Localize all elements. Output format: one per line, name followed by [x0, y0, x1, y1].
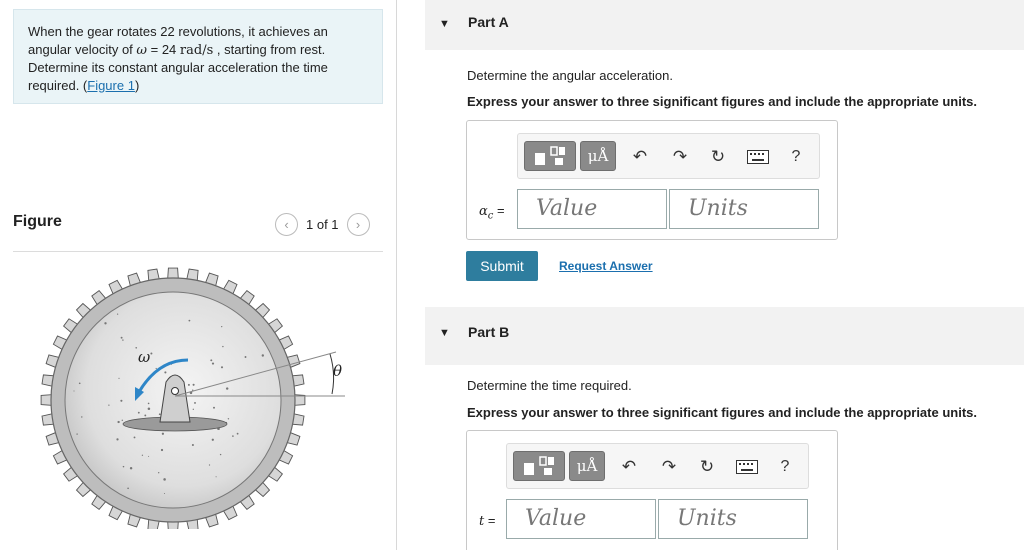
- gear-speckle: [148, 408, 151, 411]
- gear-speckle: [148, 403, 150, 405]
- undo-icon[interactable]: ↶: [621, 457, 637, 476]
- t-symbol: t: [479, 514, 485, 529]
- gear-speckle: [122, 339, 123, 340]
- collapse-triangle-icon[interactable]: ▼: [439, 18, 450, 30]
- part-a-header[interactable]: [425, 0, 1024, 50]
- gear-speckle: [232, 435, 234, 437]
- undo-icon[interactable]: ↶: [632, 147, 648, 166]
- math-toolbar: [506, 443, 809, 489]
- math-toolbar: [517, 133, 820, 179]
- gear-speckle: [135, 347, 137, 349]
- gear-speckle: [226, 387, 228, 389]
- help-icon[interactable]: ?: [791, 148, 801, 165]
- gear-speckle: [189, 320, 191, 322]
- part-b-question: Determine the time required.: [467, 378, 632, 393]
- gear-speckle: [228, 418, 229, 419]
- close-paren: ): [134, 77, 140, 93]
- alpha-symbol: α: [479, 204, 488, 219]
- gear-speckle: [237, 433, 239, 435]
- gear-speckle: [142, 455, 143, 456]
- submit-button[interactable]: Submit: [466, 251, 538, 281]
- gear-speckle: [210, 359, 212, 361]
- gear-speckle: [148, 456, 149, 457]
- units-icon[interactable]: μÅ: [569, 451, 605, 481]
- part-a-instruction: Express your answer to three significant figures and include the appropriate units.: [467, 94, 977, 109]
- left-panel: [0, 0, 397, 550]
- theta-label: θ: [333, 362, 343, 380]
- keyboard-icon[interactable]: [735, 455, 759, 479]
- gear-speckle: [118, 378, 119, 379]
- part-b-answer-box: [466, 430, 838, 550]
- gear-speckle: [79, 382, 81, 384]
- gear-speckle: [222, 346, 223, 347]
- gear-speckle: [156, 368, 157, 369]
- gear-speckle: [162, 433, 164, 435]
- help-icon[interactable]: ?: [780, 458, 790, 475]
- gear-speckle: [116, 438, 118, 440]
- gear-speckle: [150, 352, 152, 354]
- redo-icon[interactable]: ↷: [672, 147, 688, 166]
- value-input[interactable]: Value: [517, 189, 667, 229]
- units-icon[interactable]: μÅ: [580, 141, 616, 171]
- gear-speckle: [164, 493, 165, 494]
- gear-speckle: [164, 371, 166, 373]
- equals-sign: =: [493, 203, 505, 218]
- part-b-instruction: Express your answer to three significant figures and include the appropriate units.: [467, 405, 977, 420]
- omega-symbol: ω: [136, 42, 148, 58]
- gear-speckle: [220, 454, 221, 455]
- units-input[interactable]: Units: [669, 189, 819, 229]
- value-input[interactable]: Value: [506, 499, 656, 539]
- var-label-t: [479, 513, 495, 529]
- figure-pager: [275, 213, 370, 236]
- gear-speckle: [104, 322, 106, 324]
- gear-speckle: [159, 413, 161, 415]
- redo-icon[interactable]: ↷: [661, 457, 677, 476]
- units-input[interactable]: Units: [658, 499, 808, 539]
- collapse-triangle-icon[interactable]: ▼: [439, 327, 450, 339]
- gear-speckle: [188, 384, 190, 386]
- gear-speckle: [108, 404, 109, 405]
- problem-equals: = 24: [147, 41, 180, 57]
- part-b-title: Part B: [468, 324, 510, 340]
- figure-divider: [13, 251, 383, 252]
- gear-speckle: [192, 444, 194, 446]
- equals-sign: =: [484, 513, 496, 528]
- reset-icon[interactable]: ↻: [710, 147, 726, 166]
- gear-speckle: [213, 407, 215, 409]
- gear-speckle: [121, 337, 123, 339]
- problem-statement: [13, 9, 383, 104]
- part-b-header[interactable]: [425, 307, 1024, 365]
- var-label-alpha: [479, 203, 505, 222]
- part-a-answer-box: [466, 120, 838, 240]
- gear-speckle: [245, 356, 247, 358]
- gear-speckle: [144, 414, 146, 416]
- unit-rad-s: rad/s: [179, 42, 214, 58]
- templates-icon[interactable]: [524, 141, 576, 171]
- figure-link[interactable]: Figure 1: [87, 77, 135, 93]
- chevron-left-icon[interactable]: ‹: [275, 213, 298, 236]
- gear-speckle: [117, 313, 118, 314]
- gear-speckle: [127, 487, 129, 489]
- part-a-title: Part A: [468, 14, 509, 30]
- request-answer-link[interactable]: Request Answer: [559, 259, 653, 273]
- gear-speckle: [212, 363, 214, 365]
- gear-speckle: [122, 420, 123, 421]
- gear-speckle: [76, 433, 77, 434]
- gear-speckle: [73, 390, 74, 391]
- gear-speckle: [216, 476, 217, 477]
- gear-speckle: [193, 384, 195, 386]
- gear-speckle: [117, 421, 119, 423]
- alpha-subscript: c: [487, 210, 494, 222]
- gear-speckle: [193, 409, 194, 410]
- gear-speckle: [221, 326, 222, 327]
- chevron-right-icon[interactable]: ›: [347, 213, 370, 236]
- pin-icon: [172, 388, 179, 395]
- gear-speckle: [194, 402, 196, 404]
- gear-speckle: [81, 416, 82, 417]
- problem-text-1: When the gear rotates 22 revolutions, it achieves an angular velocity of: [28, 24, 328, 57]
- reset-icon[interactable]: ↻: [699, 457, 715, 476]
- gear-figure: [40, 264, 360, 529]
- gear-speckle: [163, 478, 166, 481]
- gear-speckle: [262, 354, 264, 356]
- pager-text: 1 of 1: [306, 217, 339, 232]
- gear-speckle: [221, 366, 223, 368]
- gear-speckle: [161, 449, 163, 451]
- part-a-question: Determine the angular acceleration.: [467, 68, 673, 83]
- gear-speckle: [209, 464, 210, 465]
- gear-speckle: [134, 436, 136, 438]
- gear-speckle: [158, 472, 159, 473]
- templates-icon[interactable]: [513, 451, 565, 481]
- gear-speckle: [212, 439, 214, 441]
- gear-speckle: [138, 412, 140, 414]
- problem-text-2: , starting from rest. Determine its constant angular acceleration the time required. (: [28, 41, 328, 93]
- gear-speckle: [120, 400, 122, 402]
- omega-label: ω: [138, 348, 151, 366]
- keyboard-icon[interactable]: [746, 145, 770, 169]
- gear-speckle: [123, 466, 125, 468]
- figure-heading: Figure: [13, 213, 62, 230]
- gear-speckle: [130, 467, 132, 469]
